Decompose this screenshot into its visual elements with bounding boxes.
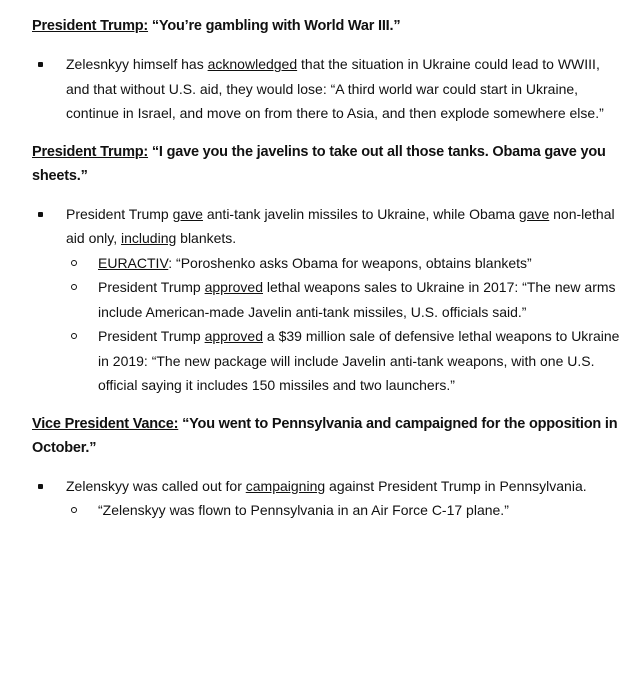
square-bullet-icon (38, 212, 43, 217)
sub-bullet-text: a $39 million sale of defensive lethal weapons to Ukraine in 2019: “The new package will include Javelin anti-tank weapons, with one U.S. official saying it includes 150 missiles and two launchers.” (98, 328, 620, 393)
circle-bullet-icon (71, 260, 77, 266)
section-heading (32, 14, 622, 38)
approved-link[interactable]: approved (204, 279, 263, 295)
gave-link[interactable]: gave (172, 205, 203, 222)
bullet-text: President Trump (66, 205, 173, 222)
bullet-text: that the situation in Ukraine could lead to WWIII, and that without U.S. aid, they would lose: “A third world war could start in Ukraine, continue in Israel, and move on from there to Asia, and then explode somewhere else.” (66, 56, 604, 121)
bullet-text: against President Trump in Pennsylvania. (325, 477, 587, 494)
sub-list-item (66, 498, 622, 523)
section-3 (32, 412, 622, 523)
quote-text: “You’re gambling with World War III.” (148, 18, 401, 34)
list-item (32, 202, 622, 398)
sub-bullet-text: “Zelenskyy was flown to Pennsylvania in an Air Force C-17 plane.” (98, 502, 509, 518)
approved-link[interactable]: approved (204, 328, 263, 344)
section-heading (32, 412, 622, 460)
bullet-text: non-lethal aid only, (66, 205, 615, 246)
circle-bullet-icon (71, 507, 77, 513)
campaigning-link[interactable]: campaigning (245, 477, 326, 494)
bullet-list (32, 202, 622, 398)
speaker-label: President Trump: (32, 143, 149, 160)
bullet-text: Zelenskyy was called out for (66, 477, 246, 494)
section-2 (32, 140, 622, 398)
sub-bullet-list (66, 498, 622, 523)
circle-bullet-icon (71, 333, 77, 339)
bullet-list (32, 474, 622, 523)
sub-bullet-list (66, 251, 622, 398)
quote-text: “You went to Pennsylvania and campaigned for the opposition in October.” (32, 415, 618, 456)
bullet-text: Zelesnkyy himself has (66, 56, 208, 72)
bullet-text: blankets. (176, 230, 237, 246)
section-1 (32, 14, 622, 126)
sub-list-item (66, 251, 622, 276)
speaker-label: Vice President Vance: (32, 415, 179, 432)
sub-bullet-text: President Trump (98, 279, 205, 295)
bullet-text: anti-tank javelin missiles to Ukraine, while Obama (202, 205, 519, 222)
sub-bullet-text: President Trump (98, 328, 205, 344)
bullet-list (32, 52, 622, 126)
sub-bullet-text: lethal weapons sales to Ukraine in 2017: “The new arms include American-made Javelin anti-tank missiles, U.S. officials said.” (98, 279, 616, 320)
section-heading (32, 140, 622, 188)
list-item (32, 52, 622, 126)
square-bullet-icon (38, 62, 43, 67)
gave-link[interactable]: gave (518, 205, 550, 222)
list-item (32, 474, 622, 523)
including-link[interactable]: including (121, 230, 177, 246)
sub-list-item (66, 324, 622, 398)
acknowledged-link[interactable]: acknowledged (207, 56, 298, 72)
speaker-label: President Trump: (32, 18, 149, 34)
euractiv-link[interactable]: EURACTIV (98, 254, 169, 271)
quote-text: “I gave you the javelins to take out all those tanks. Obama gave you sheets.” (32, 143, 606, 184)
sub-list-item (66, 275, 622, 324)
circle-bullet-icon (71, 284, 77, 290)
sub-bullet-text: : “Poroshenko asks Obama for weapons, obtains blankets” (168, 254, 532, 271)
square-bullet-icon (38, 484, 43, 489)
